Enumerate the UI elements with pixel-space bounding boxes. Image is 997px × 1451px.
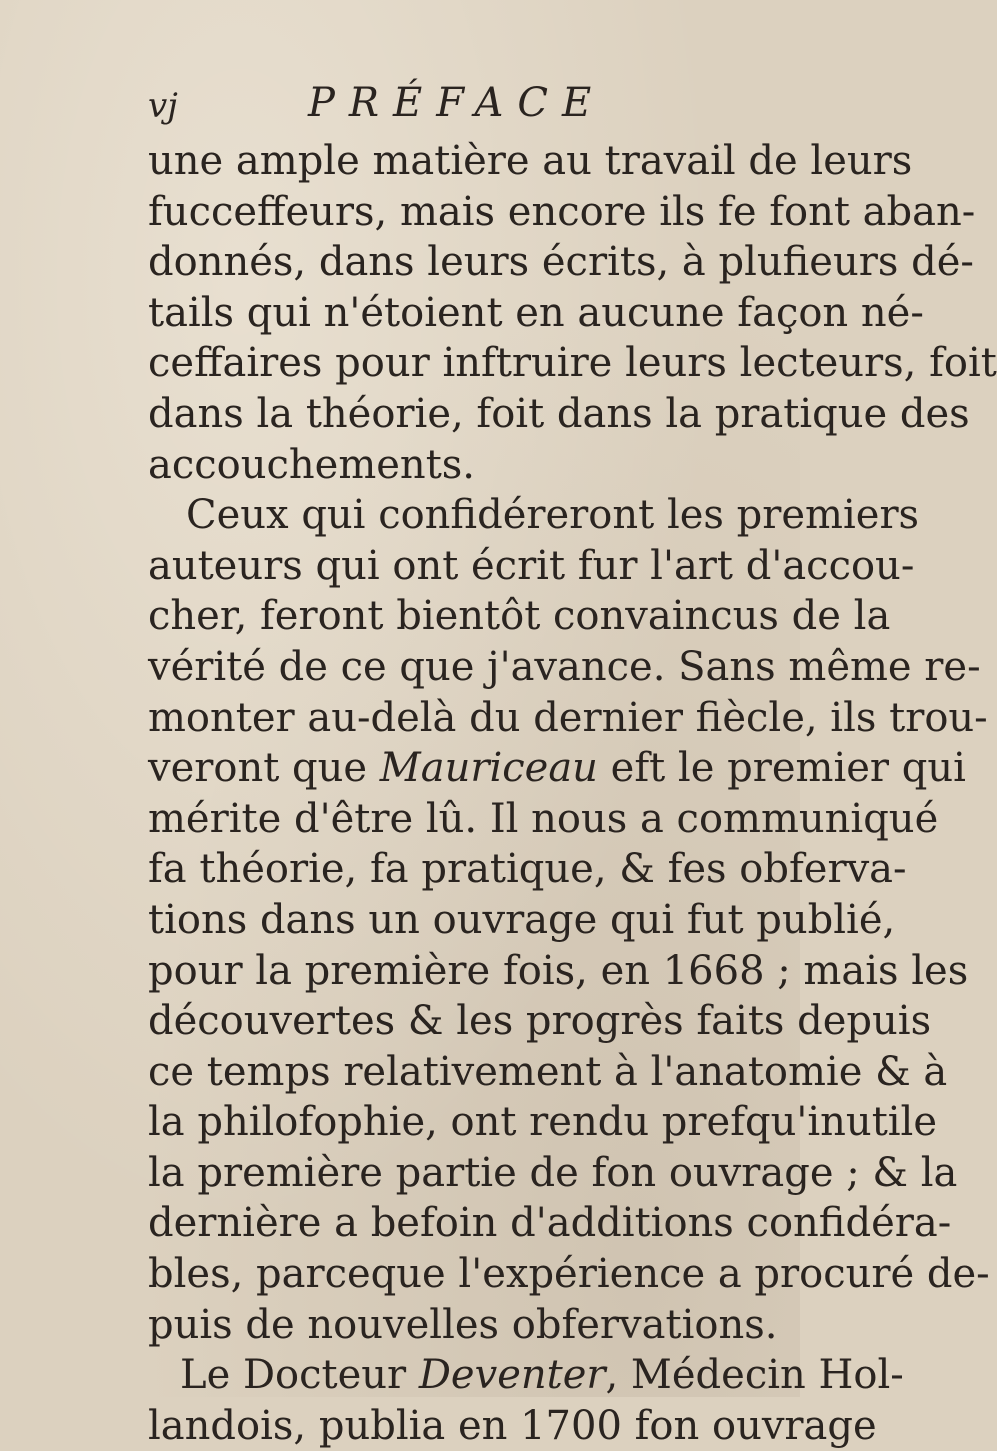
text-line: ce temps relativement à l'anatomie & à [148, 1048, 948, 1095]
text-line: dernière a befoin d'additions confidéra- [148, 1200, 952, 1247]
body-text [148, 136, 997, 1451]
text-line: dans la théorie, foit dans la pratique des [148, 390, 970, 437]
author-name-mauriceau: Mauriceau [379, 745, 598, 792]
text-line: bles, parceque l'expérience a procuré de- [148, 1251, 990, 1298]
text-segment: veront que [148, 745, 380, 792]
text-line: vérité de ce que j'avance. Sans même re- [148, 643, 981, 690]
text-line: donnés, dans leurs écrits, à plufieurs dé- [148, 239, 974, 286]
page-header [148, 78, 768, 134]
text-line: une ample matière au travail de leurs [148, 138, 913, 184]
text-line: ceffaires pour inftruire leurs lecteurs, foit [148, 340, 997, 387]
paragraph-end-line: puis de nouvelles obfervations. [148, 1301, 778, 1348]
text-line: tails qui n'étoient en aucune façon né- [148, 289, 924, 336]
text-line: pour la première fois, en 1668 ; mais les [148, 947, 969, 994]
paragraph-start-line: Ceux qui confidéreront les premiers [186, 492, 920, 539]
text-line: fucceffeurs, mais encore ils fe font aban- [148, 188, 976, 235]
text-line: la philofophie, ont rendu prefqu'inutile [148, 1099, 938, 1146]
text-segment: eft le premier qui [597, 745, 966, 792]
text-line: monter au-delà du dernier fiècle, ils trou- [148, 694, 988, 741]
page-number: vj [148, 86, 178, 126]
text-line-deventer [148, 1350, 904, 1401]
text-line: découvertes & les progrès faits depuis [148, 998, 932, 1045]
paragraph-end-line: accouchements. [148, 441, 476, 488]
author-name-deventer: Deventer [418, 1352, 606, 1399]
text-line: landois, publia en 1700 fon ouvrage [148, 1402, 877, 1449]
text-segment: , Médecin Hol- [605, 1352, 904, 1399]
text-segment: Le Docteur [180, 1352, 419, 1399]
running-title: PRÉFACE [308, 80, 606, 126]
text-line-mauriceau [148, 743, 966, 794]
text-line: tions dans un ouvrage qui fut publié, [148, 896, 896, 943]
text-line: mérite d'être lû. Il nous a communiqué [148, 795, 939, 842]
text-line: la première partie de fon ouvrage ; & la [148, 1149, 958, 1196]
text-line: auteurs qui ont écrit fur l'art d'accou- [148, 542, 915, 589]
text-line: fa théorie, fa pratique, & fes obferva- [148, 846, 907, 893]
text-line: cher, feront bientôt convaincus de la [148, 593, 891, 640]
